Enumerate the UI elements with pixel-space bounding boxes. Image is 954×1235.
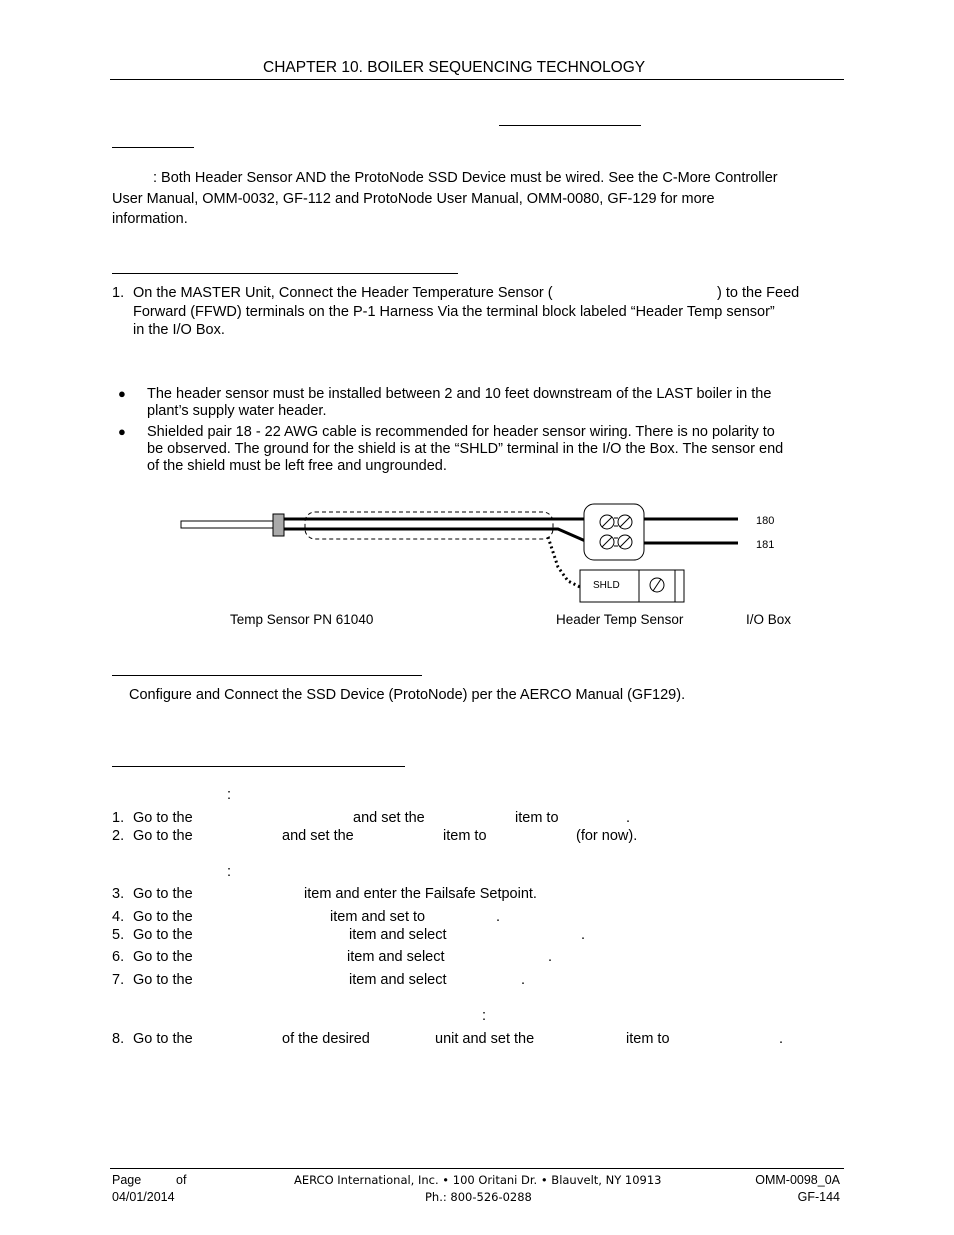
step1-line-1a: On the MASTER Unit, Connect the Header Temperature Sensor ( [133,285,553,301]
config-step-4-b: item and set to [330,909,426,925]
config-step-4-num: 4. [112,909,125,925]
sensor-fitting [273,514,284,536]
header-terminal-block [584,504,644,560]
wire-label-180: 180 [756,515,775,527]
config-step-8-b: of the desired [282,1031,370,1047]
config-step-1-num: 1. [112,810,125,826]
label-header-temp-sensor: Header Temp Sensor [556,612,684,627]
label-temp-sensor: Temp Sensor PN 61040 [230,612,374,627]
note-line-3: information. [112,211,188,227]
subheading-colon-3: : [482,1008,487,1024]
config-step-5-num: 5. [112,927,125,943]
footer-gf-number: GF-144 [797,1190,840,1204]
wiring-diagram [170,495,810,615]
bullet-2-line-1: Shielded pair 18 - 22 AWG cable is recommended for header sensor wiring. There is no polarity to [147,424,775,440]
footer-date: 04/01/2014 [112,1190,175,1204]
config-step-3-a: Go to the [133,886,193,902]
note-label-underline [112,147,194,148]
bullet-2-line-2: be observed. The ground for the shield is at the “SHLD” terminal in the I/O the Box. The sensor end [147,441,784,457]
heading-underline-2 [112,273,458,274]
config-step-2-a: Go to the [133,828,193,844]
note-line-2: User Manual, OMM-0032, GF-112 and ProtoNode User Manual, OMM-0080, GF-129 for more [112,191,715,207]
config-step-1-a: Go to the [133,810,193,826]
config-step-6-c: . [548,949,553,965]
config-step-5-c: . [581,927,586,943]
config-step-7-a: Go to the [133,972,193,988]
config-step-6-num: 6. [112,949,125,965]
chapter-title: CHAPTER 10. BOILER SEQUENCING TECHNOLOGY [263,59,646,76]
bullet-1-line-2: plant’s supply water header. [147,403,327,419]
footer-rule [110,1168,844,1169]
bullet-1-line-1: The header sensor must be installed between 2 and 10 feet downstream of the LAST boiler in the [147,386,772,402]
bullet-2-line-3: of the shield must be left free and ungrounded. [147,458,447,474]
config-step-5-a: Go to the [133,927,193,943]
bullet-icon: ● [118,424,126,439]
shld-label: SHLD [593,580,620,591]
footer-phone: Ph.: 800-526-0288 [425,1190,532,1204]
step1-line-1b: ) to the Feed [717,285,800,301]
config-step-4-c: . [496,909,501,925]
step1-line-3: in the I/O Box. [133,322,225,338]
footer-of: of [176,1173,187,1187]
config-step-2-d: (for now). [576,828,638,844]
config-step-2-num: 2. [112,828,125,844]
config-step-1-d: . [626,810,631,826]
heading-underline-3 [112,675,422,676]
config-step-8-c: unit and set the [435,1031,535,1047]
shield-drain-wire [548,537,580,587]
config-step-2-c: item to [443,828,487,844]
subheading-colon-1: : [227,787,232,803]
config-step-3-b: item and enter the Failsafe Setpoint. [304,886,537,902]
config-step-8-num: 8. [112,1031,125,1047]
cable-shield [305,512,553,539]
footer-page: Page [112,1173,142,1187]
config-step-6-b: item and select [347,949,445,965]
config-step-8-a: Go to the [133,1031,193,1047]
footer-company: AERCO International, Inc. • 100 Oritani Dr. • Blauvelt, NY 10913 [294,1173,662,1187]
subheading-colon-2: : [227,864,232,880]
wire-label-181: 181 [756,539,775,551]
config-step-3-num: 3. [112,886,125,902]
config-step-4-a: Go to the [133,909,193,925]
config-step-1-b: and set the [353,810,425,826]
config-step-1-c: item to [515,810,559,826]
ssd-text: Configure and Connect the SSD Device (ProtoNode) per the AERCO Manual (GF129). [129,687,686,703]
config-step-7-b: item and select [349,972,447,988]
config-step-7-c: . [521,972,526,988]
config-step-8-d: item to [626,1031,670,1047]
note-line-1: : Both Header Sensor AND the ProtoNode SSD Device must be wired. See the C-More Controller [153,170,778,186]
config-step-8-e: . [779,1031,784,1047]
sensor-probe [181,521,273,528]
step1-line-2: Forward (FFWD) terminals on the P-1 Harness Via the terminal block labeled “Header Temp sensor” [133,304,775,320]
config-step-7-num: 7. [112,972,125,988]
bullet-icon: ● [118,386,126,401]
footer-doc-number: OMM-0098_0A [755,1173,840,1187]
wire-181 [284,529,738,543]
heading-underline-1 [499,125,641,126]
heading-underline-4 [112,766,405,767]
config-step-5-b: item and select [349,927,447,943]
config-step-2-b: and set the [282,828,354,844]
label-io-box: I/O Box [746,612,792,627]
header-rule [110,79,844,80]
config-step-6-a: Go to the [133,949,193,965]
step1-num: 1. [112,285,125,301]
